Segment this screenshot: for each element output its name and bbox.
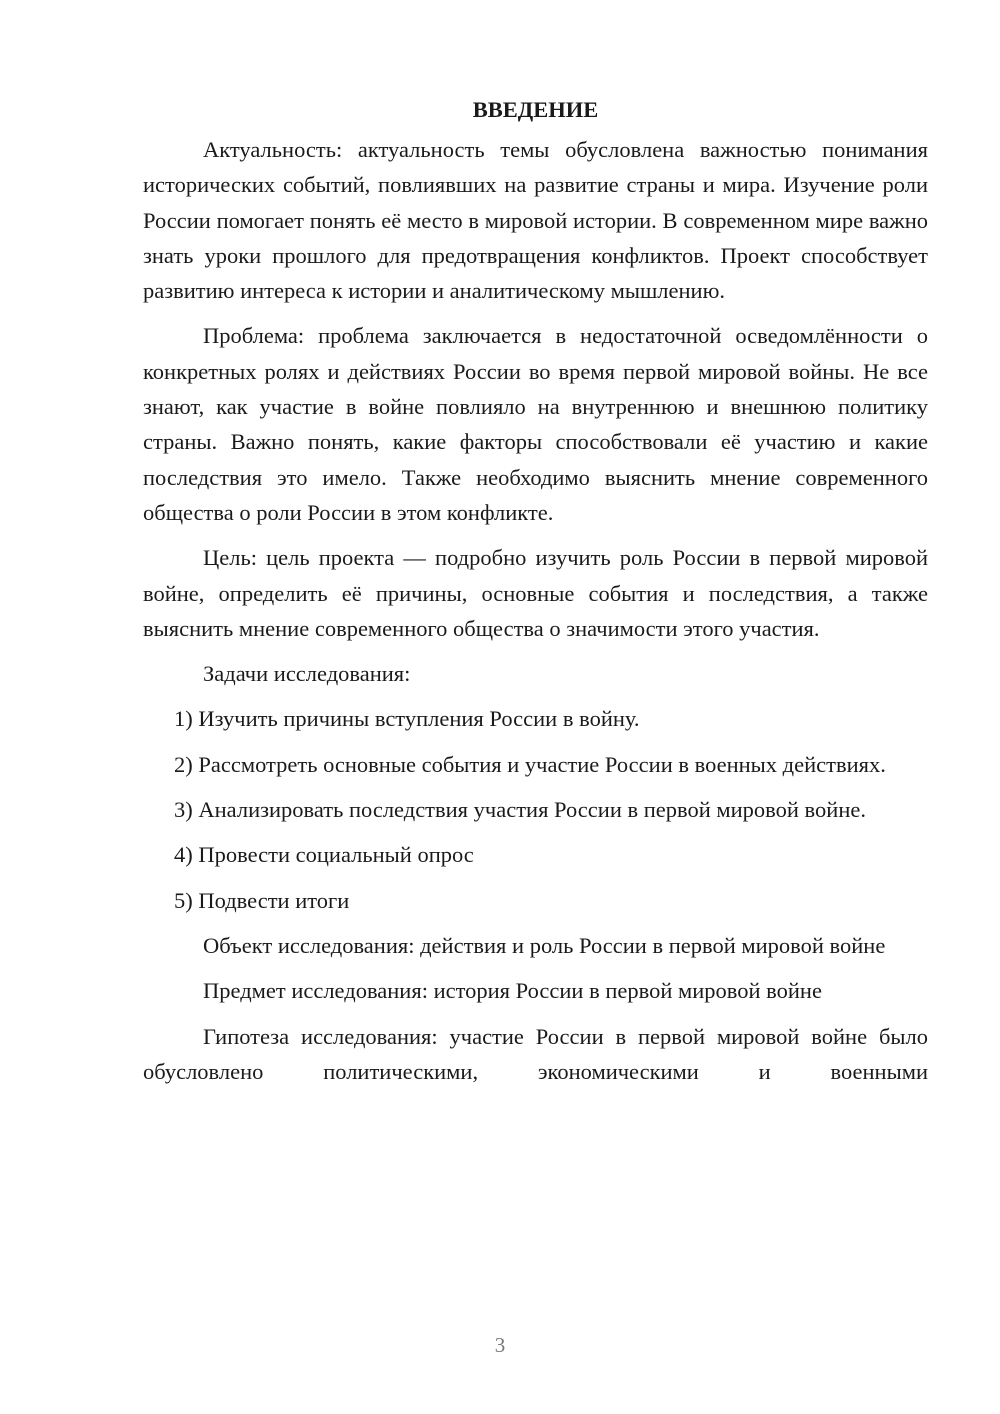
task-item-2: 2) Рассмотреть основные события и участие России в военных действиях. bbox=[174, 751, 886, 777]
hypothesis-paragraph: Гипотеза исследования: участие России в первой мировой войне было обусловлено политическими, экономическими и военными bbox=[143, 1023, 928, 1084]
task-item-4: 4) Провести социальный опрос bbox=[174, 842, 474, 868]
relevance-paragraph: Актуальность: актуальность темы обусловлена важностью понимания исторических событий, повлиявших на развитие страны и мира. Изучение роли России помогает понять её место в мировой истории. В современном мире важно знать уроки прошлого для предотвращения конфликтов. Проект способствует развитию интереса к истории и аналитическому мышлению. bbox=[143, 137, 928, 304]
subject-paragraph: Предмет исследования: история России в первой мировой войне bbox=[203, 978, 822, 1004]
object-paragraph: Объект исследования: действия и роль России в первой мировой войне bbox=[203, 932, 886, 958]
goal-paragraph: Цель: цель проекта — подробно изучить роль России в первой мировой войне, определить её причины, основные события и последствия, а также выяснить мнение современного общества о значимости этого участия. bbox=[143, 545, 928, 641]
problem-paragraph: Проблема: проблема заключается в недостаточной осведомлённости о конкретных ролях и действиях России во время первой мировой войны. Не все знают, как участие в войне повлияло на внутреннюю и внешнюю политику страны. Важно понять, какие факторы способствовали её участию и какие последствия это имело. Также необходимо выяснить мнение современного общества о роли России в этом конфликте. bbox=[143, 323, 928, 525]
task-item-5: 5) Подвести итоги bbox=[174, 887, 350, 913]
tasks-heading: Задачи исследования: bbox=[203, 661, 411, 687]
page-number: 3 bbox=[494, 1333, 506, 1357]
document-page bbox=[143, 92, 928, 1099]
section-title: ВВЕДЕНИЕ bbox=[472, 97, 599, 122]
task-item-3: 3) Анализировать последствия участия России в первой мировой войне. bbox=[174, 797, 866, 823]
task-item-1: 1) Изучить причины вступления России в войну. bbox=[174, 706, 640, 732]
